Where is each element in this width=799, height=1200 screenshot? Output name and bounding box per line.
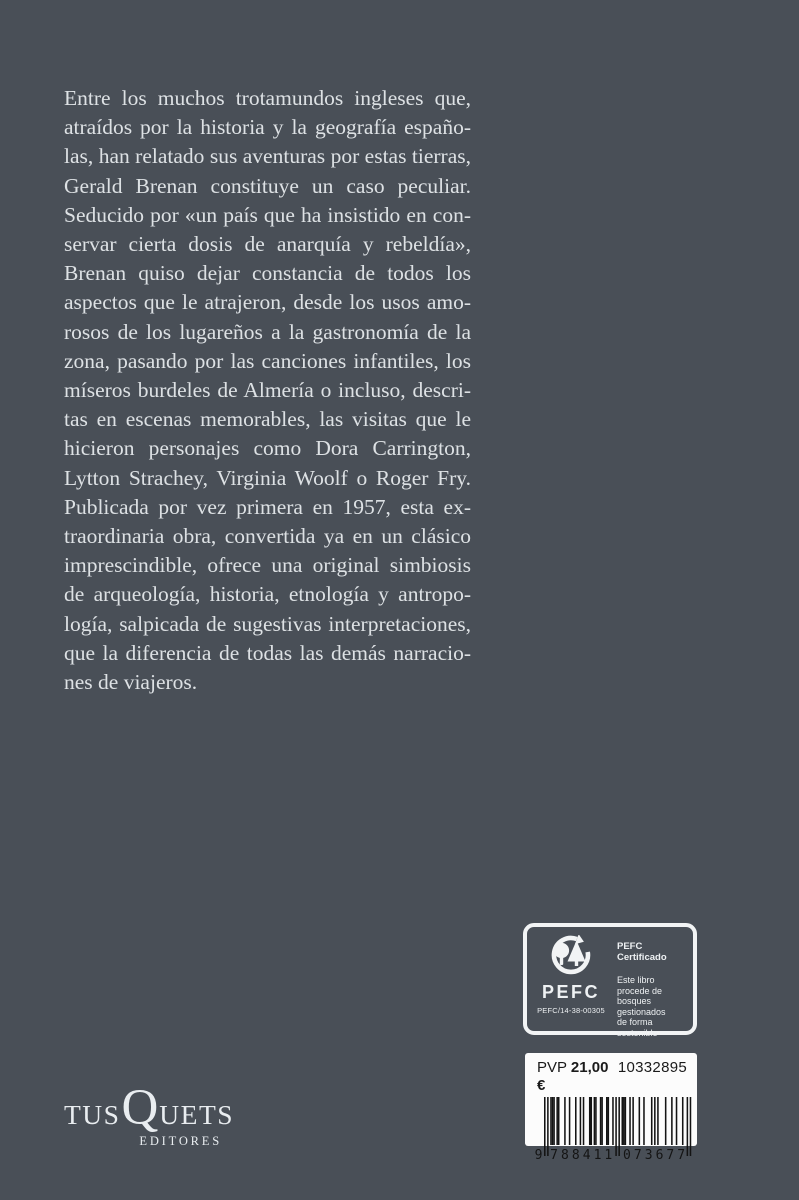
text-line: aspectos que le atrajeron, desde los usos amo- [64, 290, 471, 315]
barcode-bar [657, 1097, 659, 1145]
barcode-bar [615, 1097, 617, 1156]
text-line: zona, pasando por las canciones infantiles, los [64, 348, 471, 373]
publisher-subtitle: EDITORES [139, 1134, 222, 1148]
barcode-digit: 0 [623, 1148, 631, 1163]
text-line: atraídos por la historia y la geografía españo- [64, 115, 471, 140]
text-line: las, han relatado sus aventuras por estas tierras, [64, 144, 471, 169]
barcode-bar [580, 1097, 582, 1145]
publisher-name [64, 1080, 235, 1136]
barcode-bar [632, 1097, 634, 1145]
pefc-wordmark: PEFC [541, 982, 600, 1002]
barcode-bar [625, 1097, 627, 1145]
text-line: imprescindible, ofrece una original simbiosis [64, 553, 471, 578]
publisher-name-part2: UETS [159, 1099, 235, 1130]
pefc-certified-title: PEFC Certificado [617, 941, 667, 963]
pefc-logo-column [527, 927, 615, 1031]
barcode-digit: 6 [655, 1148, 664, 1163]
price-label: PVP [537, 1059, 567, 1076]
barcode-digit: 8 [571, 1148, 580, 1163]
text-line: Seducido por «un país que ha insistido en con- [64, 202, 471, 227]
text-line: logía, salpicada de sugestivas interpretaciones, [64, 611, 471, 636]
barcode-bar [544, 1097, 546, 1156]
text-line: tas en escenas memorables, las visitas que le [64, 407, 471, 432]
pefc-license-code: PEFC/14-38-00305 [537, 1006, 605, 1015]
barcode-bar [564, 1097, 566, 1145]
barcode-digit: 7 [666, 1148, 675, 1163]
barcode-bar [583, 1097, 585, 1145]
barcode-bar [606, 1097, 608, 1145]
barcode-bar [569, 1097, 571, 1145]
barcode-bar [651, 1097, 653, 1145]
barcode-bar [690, 1097, 692, 1156]
barcode-bar [550, 1097, 552, 1145]
barcode-bar [639, 1097, 641, 1145]
barcode-bar [676, 1097, 678, 1145]
barcode-bar [591, 1097, 593, 1145]
publisher-name-part1: TUS [64, 1099, 121, 1130]
text-line: bosques gestionados [617, 996, 666, 1017]
barcode-bar [629, 1097, 631, 1145]
barcode-bar [665, 1097, 667, 1145]
text-line: traordinaria obra, convertida ya en un clásico [64, 524, 471, 549]
barcode-bar [687, 1097, 689, 1156]
pefc-text-column [615, 927, 693, 1038]
pefc-trees-icon [545, 935, 597, 981]
barcode-bar [618, 1097, 620, 1156]
pefc-certification-label [523, 923, 697, 1038]
text-line: que la diferencia de todas las demás narracio- [64, 640, 471, 665]
barcode-bar [589, 1097, 591, 1145]
text-line: Gerald Brenan constituye un caso peculiar. [64, 173, 471, 198]
barcode-bar [552, 1097, 554, 1145]
barcode-digit: 8 [561, 1148, 569, 1163]
pefc-description [617, 975, 689, 1038]
text-line: de forma sostenible [617, 1017, 658, 1038]
text-line: servar cierta dosis de anarquía y rebeldía», [64, 232, 471, 257]
barcode-bar [671, 1097, 673, 1145]
text-line: de arqueología, historia, etnología y antropo- [64, 582, 471, 607]
ean13-barcode [533, 1097, 693, 1163]
text-line: Este libro procede de [617, 975, 663, 996]
text-line: Brenan quiso dejar constancia de todos los [64, 261, 471, 286]
barcode-digit: 7 [633, 1148, 642, 1163]
text-line: míseros burdeles de Almería o incluso, descri- [64, 378, 471, 403]
barcode-digit: 7 [677, 1148, 686, 1163]
product-code: 10332895 [617, 1059, 687, 1076]
barcode-bar [594, 1097, 596, 1145]
text-line: hicieron personajes como Dora Carrington, [64, 436, 471, 461]
price-value: 21,00 € [537, 1059, 609, 1094]
barcode-digit: 1 [604, 1148, 613, 1163]
barcode-bar [601, 1097, 603, 1145]
text-line: Lytton Strachey, Virginia Woolf o Roger Fry. [64, 465, 471, 490]
barcode-bar [575, 1097, 577, 1145]
barcode-label [525, 1053, 697, 1163]
barcode-bar [654, 1097, 656, 1145]
text-line: Entre los muchos trotamundos ingleses que, [64, 86, 471, 110]
barcode-bar [682, 1097, 684, 1145]
barcode-header [533, 1058, 689, 1095]
barcode-bar [608, 1097, 610, 1145]
barcode-bar [612, 1097, 614, 1145]
barcode-bar [622, 1097, 624, 1145]
barcode-bar [558, 1097, 560, 1145]
text-line: nes de viajeros. [64, 670, 198, 695]
publisher-logo [64, 1080, 235, 1148]
barcode-digit: 7 [550, 1148, 558, 1163]
barcode-digit: 1 [593, 1148, 602, 1163]
barcode-bar [595, 1097, 597, 1145]
price [537, 1059, 618, 1095]
barcode-digit: 9 [534, 1148, 543, 1163]
synopsis-text [64, 84, 471, 697]
barcode-bar [643, 1097, 645, 1145]
barcode-bar [600, 1097, 602, 1145]
publisher-name-q: Q [121, 1080, 159, 1136]
text-line: rosos de los lugareños a la gastronomía de la [64, 319, 471, 344]
barcode-bar [556, 1097, 558, 1145]
barcode-digit: 3 [644, 1148, 653, 1163]
text-line: Publicada por vez primera en 1957, esta ex- [64, 494, 471, 519]
barcode-bar [547, 1097, 549, 1156]
barcode-bar [553, 1097, 555, 1145]
barcode-bar [623, 1097, 625, 1145]
barcode-digit: 4 [582, 1148, 591, 1163]
